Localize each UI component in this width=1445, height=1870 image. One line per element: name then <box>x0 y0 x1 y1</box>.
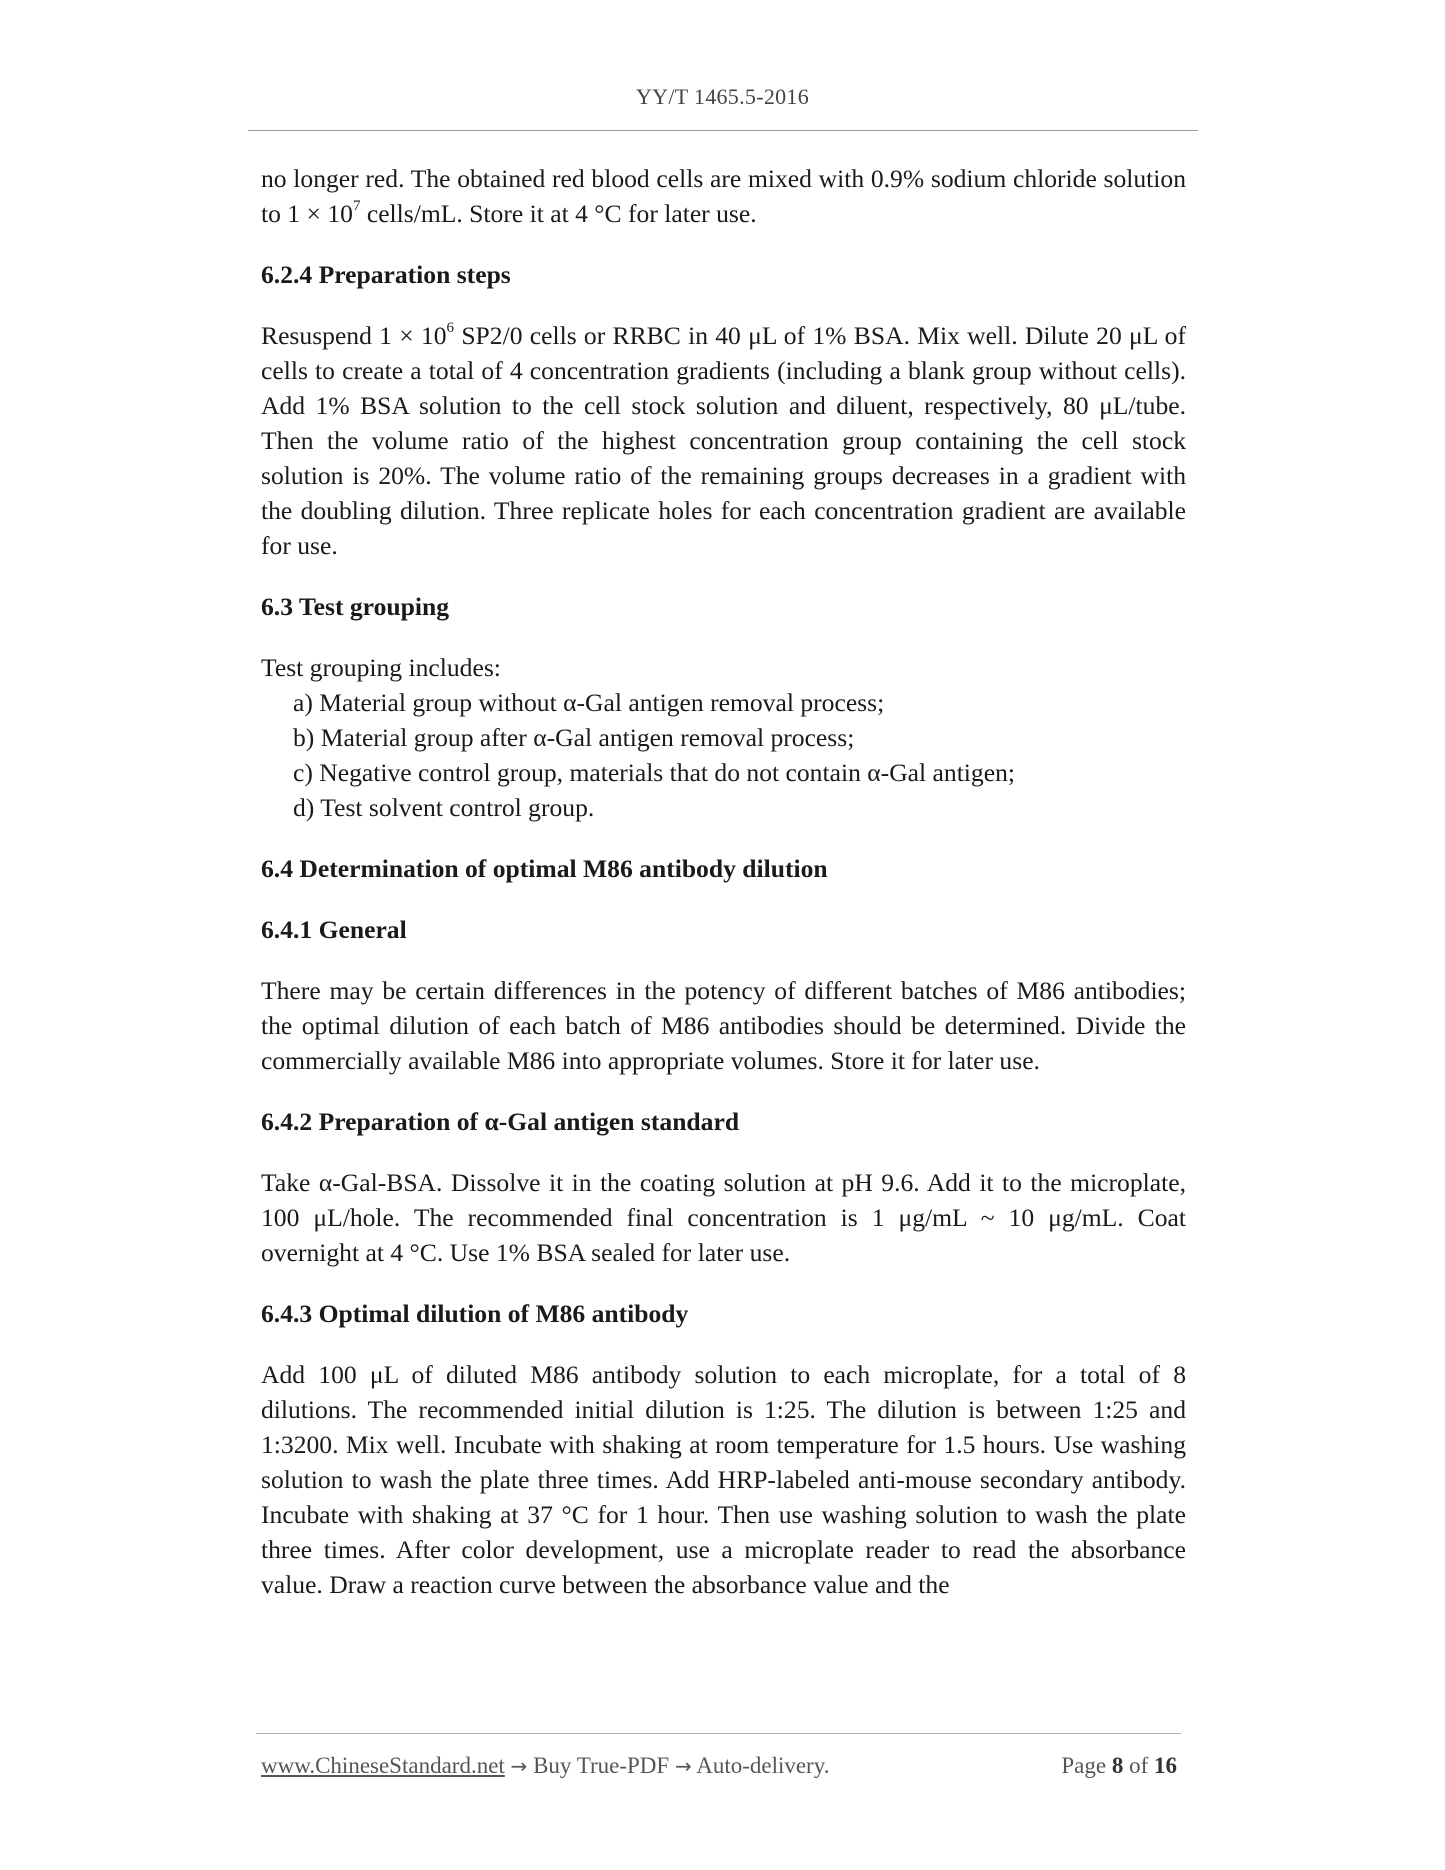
current-page-number: 8 <box>1111 1753 1124 1778</box>
delivery-text: Auto-delivery. <box>696 1753 830 1778</box>
superscript: 6 <box>446 320 455 337</box>
header-divider <box>248 130 1198 131</box>
page-word: Page <box>1061 1753 1107 1778</box>
heading-6-4: 6.4 Determination of optimal M86 antibody dilution <box>261 854 828 883</box>
text-span: SP2/0 cells or RRBC in 40 μL of 1% BSA. Mix well. Dilute 20 μL of cells to create a total of 4 concentration gradients (including a blank group without cells). Add 1% BSA solution to the cell stock solution and diluent, respectively, 80 μL/tube. Then the volume ratio of the highest concentration group containing the cell stock solution is 20%. The volume ratio of the remaining groups decreases in a gradient with the doubling dilution. Three replicate holes for each concentration gradient are available for use. <box>261 321 1187 560</box>
text-span: Resuspend 1 × 10 <box>261 321 447 350</box>
paragraph-optimal-dilution: Add 100 μL of diluted M86 antibody solution to each microplate, for a total of 8 dilutions. The recommended initial dilution is 1:25. The dilution is between 1:25 and 1:3200. Mix well. Incubate with shaking at room temperature for 1.5 hours. Use washing solution to wash the plate three times. Add HRP-labeled anti-mouse secondary antibody. Incubate with shaking at 37 °C for 1 hour. Then use washing solution to wash the plate three times. After color development, use a microplate reader to read the absorbance value. Draw a reaction curve between the absorbance value and the <box>261 1360 1186 1599</box>
page-header-doc-id: YY/T 1465.5-2016 <box>635 84 810 109</box>
paragraph-preparation-steps <box>261 318 1186 563</box>
paragraph-antigen-standard: Take α-Gal-BSA. Dissolve it in the coating solution at pH 9.6. Add it to the microplate, 100 μL/hole. The recommended final concentration is 1 μg/mL ~ 10 μg/mL. Coat overnight at 4 °C. Use 1% BSA sealed for later use. <box>261 1168 1186 1267</box>
site-link[interactable]: www.ChineseStandard.net <box>261 1753 505 1778</box>
heading-6-4-1: 6.4.1 General <box>261 915 407 944</box>
arrow-right-icon: → <box>510 1754 528 1778</box>
total-pages: 16 <box>1154 1753 1177 1778</box>
footer-promo <box>261 1753 829 1779</box>
text-span: no longer red. The obtained red blood cells are mixed with 0.9% sodium chloride solution to 1 × 10 <box>261 164 1186 228</box>
list-item-d: d) Test solvent control group. <box>293 793 595 822</box>
list-item-a: a) Material group without α-Gal antigen removal process; <box>293 688 885 717</box>
arrow-right-icon: → <box>674 1754 692 1778</box>
list-item-c: c) Negative control group, materials that do not contain α-Gal antigen; <box>293 758 1015 787</box>
heading-6-3: 6.3 Test grouping <box>261 592 449 621</box>
of-word: of <box>1129 1753 1149 1778</box>
heading-6-2-4: 6.2.4 Preparation steps <box>261 260 511 289</box>
paragraph-general: There may be certain differences in the potency of different batches of M86 antibodies; the optimal dilution of each batch of M86 antibodies should be determined. Divide the commercially available M86 into appropriate volumes. Store it for later use. <box>261 976 1186 1075</box>
paragraph-rbc-preparation <box>261 161 1186 231</box>
list-item-b: b) Material group after α-Gal antigen removal process; <box>293 723 855 752</box>
superscript: 7 <box>352 198 361 215</box>
page-body <box>261 161 1186 1602</box>
heading-6-4-2: 6.4.2 Preparation of α-Gal antigen standard <box>261 1107 740 1136</box>
buy-text: Buy True-PDF <box>533 1753 670 1778</box>
page-counter <box>1061 1753 1177 1779</box>
footer-divider <box>256 1733 1181 1734</box>
heading-6-4-3: 6.4.3 Optimal dilution of M86 antibody <box>261 1299 689 1328</box>
paragraph-test-grouping-intro: Test grouping includes: <box>261 653 501 682</box>
text-span: cells/mL. Store it at 4 °C for later use. <box>360 199 757 228</box>
